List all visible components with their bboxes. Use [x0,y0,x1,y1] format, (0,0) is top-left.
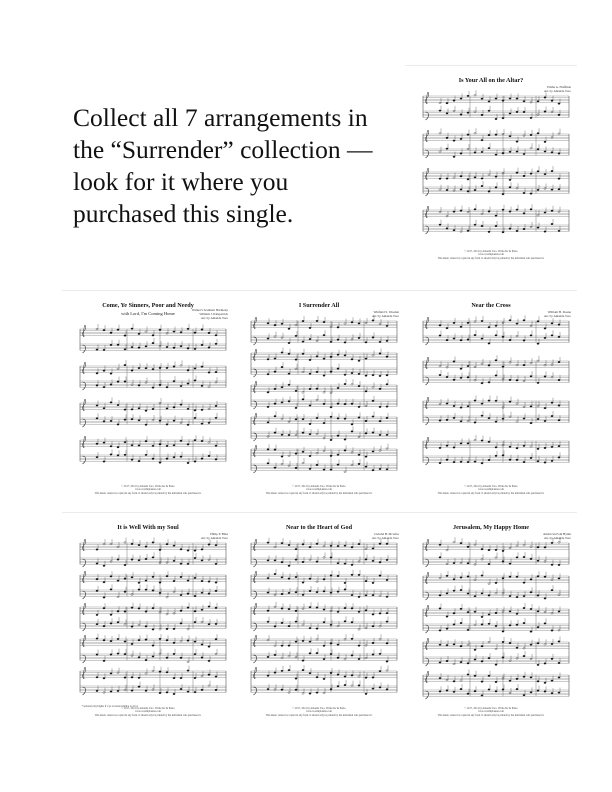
footer-line: © 2017, 2014 by Amanda Toro. Writte.Inc & Piano [464,249,518,253]
staff-system [251,411,397,441]
staff-system [423,396,569,425]
credit-line: Arr. by Amanda Toro [371,314,399,319]
footer-line: This music cannot be copied in any form. It should only be printed by the individual who purchased it. [265,713,373,717]
sheet-title: Come, Ye Sinners, Poor and Needy [102,302,194,309]
staff-system [423,315,569,345]
sheet-subtitle: with Lord, I'm Coming Home [121,311,175,316]
staff-system [423,355,569,385]
staff-system [251,665,397,695]
sheet-credit [372,532,399,540]
credit-line: William J. Kirkpatrick [199,312,228,317]
footer-line: This music cannot be copied in any form. It should only be printed by the individual who purchased it. [94,713,202,717]
footer-line: © 2017, 2014 by Amanda Toro. Writte.Inc & Piano [464,706,518,710]
sheet-title: I Surrender All [298,302,340,309]
footer-line: © 2017, 2014 by Amanda Toro. Writte.Inc & Piano [464,484,518,488]
staff-system [423,204,569,234]
footer-line: This music cannot be copied in any form. It should only be printed by the individual who purchased it. [265,491,373,495]
staff-system [423,128,569,158]
staff-system [251,347,397,377]
staff-system [80,666,226,695]
credit-line: Elisha A. Hoffman [547,85,571,89]
score-graphic [405,291,577,502]
credit-line: Arr. by Amanda Toro [543,314,571,319]
staff-system [80,360,226,390]
staff-system [80,324,226,353]
staff-system [423,636,569,666]
sheet-credit [201,532,228,540]
score-graphic [233,513,405,724]
staff-system [423,670,569,699]
staff-system [251,634,397,663]
sheet-title: Is Your All on the Altar? [458,77,524,84]
staff-system [423,166,569,196]
staff-system [423,571,569,600]
sheet-footer [405,250,577,260]
sheet-near-the-cross [405,290,577,501]
sheet-is-your-all-on-the-altar [405,65,577,266]
credit-line: Arr. by Amanda Toro [543,536,571,541]
footer-line: www.worshiplanner.com [135,710,161,714]
sheet-near-to-the-heart-of-god [233,512,405,723]
sheet-it-is-well-with-my-soul [62,512,234,723]
score-graphic [405,66,577,267]
staff-system [423,537,569,567]
sheet-credit [544,85,571,93]
sheet-footnote: *optional play higher if 2 ps is treated similar to m.14 [82,705,138,708]
staff-system [251,379,397,409]
promo-text: Collect all 7 arrangements in the “Surrender” collection — look for it where you purchased this single. [73,103,373,228]
score-graphic [405,513,577,724]
credit-line: Winfield S. Weeden [373,310,399,314]
sheet-footer [62,707,234,717]
staff-system [80,602,226,631]
footer-line: © 2017, 2014 by Amanda Toro. Writte.Inc & Piano [292,706,346,710]
sheet-come-ye-sinners [62,290,234,501]
sheet-footer [233,707,405,717]
footer-line: © 2017, 2014 by Amanda Toro. Writte.Inc & Piano [121,706,175,710]
footer-line: This music cannot be copied in any form. It should only be printed by the individual who purchased it. [437,256,545,260]
sheet-title: Near to the Heart of God [285,524,353,531]
credit-line: Cleland B. McAfee [374,532,399,536]
sheet-footer [405,485,577,495]
sheet-credit [543,532,571,540]
footer-line: www.worshiplanner.com [478,488,504,492]
footer-line: www.worshiplanner.com [478,253,504,257]
sheet-title: Jerusalem, My Happy Home [453,524,529,531]
staff-system [423,90,569,120]
credit-line: Arr. by Amanda Toro [371,536,399,541]
staff-system [80,634,226,663]
footer-line: This music cannot be copied in any form. It should only be printed by the individual who purchased it. [437,491,545,495]
footer-line: www.worshiplanner.com [135,488,161,492]
sheet-jerusalem-my-happy-home [405,512,577,723]
credit-line: Arr. by Amanda Toro [200,316,228,321]
staff-system [251,444,397,473]
sheet-credit [544,310,571,318]
credit-line: Philip P. Bliss [210,532,228,536]
staff-system [80,397,226,427]
credit-line: Arr. by Amanda Toro [200,536,228,541]
score-graphic [62,291,234,502]
staff-system [80,537,226,567]
sheet-title: It is Well With my Soul [117,524,179,531]
footer-line: www.worshiplanner.com [306,710,332,714]
sheet-footer [233,485,405,495]
sheet-footer [405,707,577,717]
credit-line: Walker's Southern Harmony [191,308,228,312]
footer-line: This music cannot be copied in any form. It should only be printed by the individual who purchased it. [437,713,545,717]
score-graphic [233,291,405,502]
sheet-credit [192,308,228,321]
sheet-footer [62,485,234,495]
sheet-i-surrender-all [233,290,405,501]
staff-system [423,603,569,633]
footer-line: © 2017, 2014 by Amanda Toro. Writte.Inc & Piano [121,484,175,488]
staff-system [251,538,397,567]
credit-line: American Folk Hymn [543,532,571,536]
credit-line: William H. Doane [547,310,571,314]
footer-line: © 2017, 2014 by Amanda Toro. Writte.Inc & Piano [292,484,346,488]
staff-system [423,435,569,465]
footer-line: www.worshiplanner.com [478,710,504,714]
footer-line: www.worshiplanner.com [306,488,332,492]
staff-system [80,435,226,464]
sheet-credit [372,310,399,318]
score-graphic [62,513,234,724]
staff-system [251,569,397,599]
sheet-title: Near the Cross [471,302,511,309]
staff-system [80,571,226,599]
staff-system [251,602,397,631]
credit-line: Arr. by Amanda Toro [543,89,571,94]
footer-line: This music cannot be copied in any form. It should only be printed by the individual who purchased it. [94,491,202,495]
staff-system [251,315,397,345]
